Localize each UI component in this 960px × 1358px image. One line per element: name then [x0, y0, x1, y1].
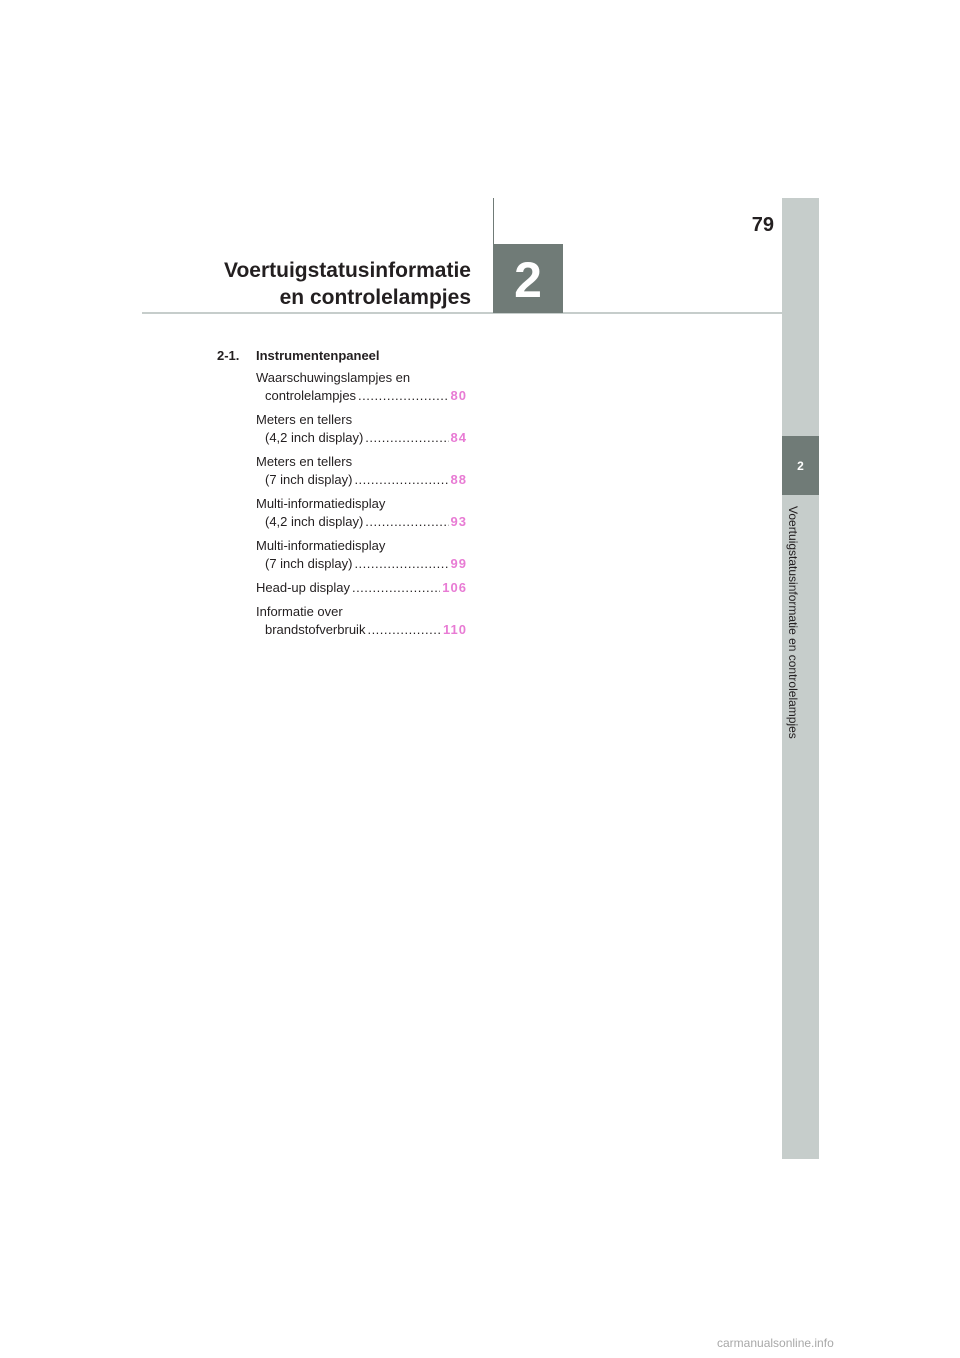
section-number: 2-1.: [217, 348, 240, 363]
toc-entry[interactable]: [256, 579, 467, 597]
chapter-divider-horizontal: [142, 312, 783, 314]
dot-leader: [358, 387, 448, 405]
toc-entry-subtitle: (4,2 inch display): [265, 514, 364, 529]
dot-leader: [367, 621, 441, 639]
toc-entry-title: Multi-informatiedisplay: [256, 496, 386, 511]
toc-entry-subtitle: controlelampjes: [265, 388, 357, 403]
dot-leader: [354, 471, 448, 489]
toc-entry-subtitle: brandstofverbruik: [265, 622, 366, 637]
section-heading: [217, 347, 467, 365]
toc-entry-title: Waarschuwingslampjes en: [256, 370, 411, 385]
toc-entry[interactable]: [256, 537, 467, 573]
toc-page-link[interactable]: 106: [442, 580, 467, 595]
toc-entry[interactable]: [256, 603, 467, 639]
toc-entry[interactable]: [256, 369, 467, 405]
dot-leader: [354, 555, 448, 573]
dot-leader: [365, 513, 448, 531]
dot-leader: [365, 429, 448, 447]
toc-entry-subtitle: (4,2 inch display): [265, 430, 364, 445]
page-number: 79: [751, 214, 774, 236]
chapter-title-line-2: en controlelampjes: [279, 286, 471, 309]
toc-entry-subtitle: (7 inch display): [265, 472, 353, 487]
dot-leader: [352, 579, 440, 597]
chapter-number-block: 2: [493, 244, 563, 313]
side-tab-chapter-number[interactable]: 2: [782, 436, 819, 495]
toc-entry-title: Informatie over: [256, 604, 343, 619]
side-tab-label: Voertuigstatusinformatie en controlelampjes: [786, 506, 800, 739]
chapter-title-line-1: Voertuigstatusinformatie: [224, 259, 471, 282]
section-title: Instrumentenpaneel: [256, 348, 380, 363]
watermark: carmanualsonline.info: [717, 1336, 834, 1350]
toc-entry-title: Head-up display: [256, 580, 350, 595]
toc-entry-title: Meters en tellers: [256, 412, 353, 427]
toc-page-link[interactable]: 93: [450, 514, 467, 529]
toc-entry-subtitle: (7 inch display): [265, 556, 353, 571]
toc-entry[interactable]: [256, 411, 467, 447]
toc-page-link[interactable]: 110: [443, 622, 467, 637]
toc-page-link[interactable]: 99: [450, 556, 467, 571]
toc-page-link[interactable]: 84: [450, 430, 467, 445]
toc-page-link[interactable]: 80: [450, 388, 467, 403]
toc-entry-title: Multi-informatiedisplay: [256, 538, 386, 553]
toc-entry[interactable]: [256, 453, 467, 489]
table-of-contents: [217, 347, 467, 645]
toc-entry[interactable]: [256, 495, 467, 531]
toc-entry-title: Meters en tellers: [256, 454, 353, 469]
toc-page-link[interactable]: 88: [450, 472, 467, 487]
chapter-title: [224, 257, 471, 311]
chapter-divider-vertical: [493, 198, 494, 244]
